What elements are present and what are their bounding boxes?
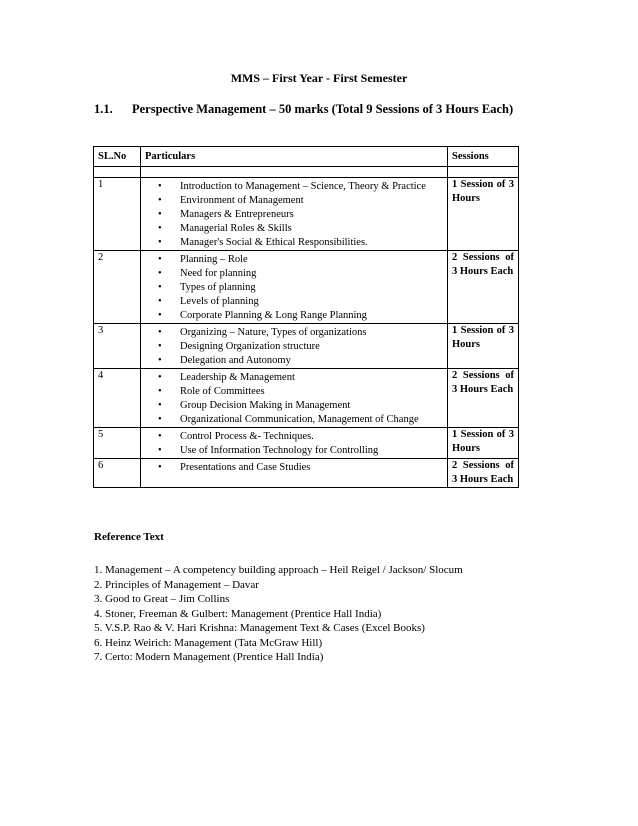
topic-item: • Managers & Entrepreneurs bbox=[145, 208, 443, 222]
topic-item: • Introduction to Management – Science, Theory & Practice bbox=[145, 180, 443, 194]
row-particulars bbox=[141, 324, 448, 369]
table-row bbox=[94, 251, 519, 324]
topic-list bbox=[145, 459, 443, 475]
topic-item: • Levels of planning bbox=[145, 295, 443, 309]
row-sno: 1 bbox=[94, 178, 141, 251]
section-heading bbox=[94, 101, 534, 118]
topic-item: • Types of planning bbox=[145, 281, 443, 295]
header-sessions: Sessions bbox=[448, 147, 519, 167]
topic-list bbox=[145, 428, 443, 458]
reference-list bbox=[94, 563, 554, 665]
topic-item: • Organizational Communication, Management of Change bbox=[145, 413, 443, 427]
topic-item: • Organizing – Nature, Types of organizations bbox=[145, 326, 443, 340]
table-spacer-row bbox=[94, 167, 519, 178]
row-sessions: 1 Session of 3 Hours bbox=[448, 324, 519, 369]
header-particulars: Particulars bbox=[141, 147, 448, 167]
section-number: 1.1. bbox=[94, 102, 113, 116]
topic-item: • Group Decision Making in Management bbox=[145, 399, 443, 413]
topic-list bbox=[145, 369, 443, 427]
reference-item: 4. Stoner, Freeman & Gulbert: Management (Prentice Hall India) bbox=[94, 607, 382, 620]
topic-list bbox=[145, 178, 443, 250]
row-sessions: 2 Sessions of 3 Hours Each bbox=[448, 459, 519, 488]
topic-item: • Managerial Roles & Skills bbox=[145, 222, 443, 236]
row-particulars bbox=[141, 428, 448, 459]
topic-item: • Manager's Social & Ethical Responsibilities. bbox=[145, 236, 443, 250]
row-sno: 5 bbox=[94, 428, 141, 459]
topic-item: • Corporate Planning & Long Range Planning bbox=[145, 309, 443, 323]
reference-item: 7. Certo: Modern Management (Prentice Hall India) bbox=[94, 651, 324, 663]
row-sessions: 2 Sessions of 3 Hours Each bbox=[448, 369, 519, 428]
row-sno: 6 bbox=[94, 459, 141, 488]
table-header-row bbox=[94, 147, 519, 167]
topic-item: • Presentations and Case Studies bbox=[145, 461, 443, 475]
reference-item: 3. Good to Great – Jim Collins bbox=[94, 593, 230, 605]
topic-item: • Need for planning bbox=[145, 267, 443, 281]
topic-item: • Control Process &- Techniques. bbox=[145, 430, 443, 444]
topic-item: • Environment of Management bbox=[145, 194, 443, 208]
table-row bbox=[94, 178, 519, 251]
topic-item: • Delegation and Autonomy bbox=[145, 354, 443, 368]
section-title: Perspective Management – 50 marks (Total 9 Sessions of 3 Hours Each) bbox=[132, 102, 514, 116]
row-particulars bbox=[141, 369, 448, 428]
row-particulars bbox=[141, 178, 448, 251]
reference-item: 6. Heinz Weirich: Management (Tata McGraw Hill) bbox=[94, 636, 323, 649]
reference-item: 5. V.S.P. Rao & V. Hari Krishna: Management Text & Cases (Excel Books) bbox=[94, 622, 425, 634]
row-particulars bbox=[141, 251, 448, 324]
reference-heading: Reference Text bbox=[94, 531, 164, 543]
syllabus-table bbox=[93, 146, 519, 488]
topic-list bbox=[145, 324, 443, 368]
reference-item: 1. Management – A competency building approach – Heil Reigel / Jackson/ Slocum bbox=[94, 564, 463, 576]
row-particulars bbox=[141, 459, 448, 488]
table-row bbox=[94, 324, 519, 369]
row-sno: 4 bbox=[94, 369, 141, 428]
table-row bbox=[94, 428, 519, 459]
header-sno: SL.No bbox=[94, 147, 141, 167]
row-sno: 3 bbox=[94, 324, 141, 369]
topic-item: • Role of Committees bbox=[145, 385, 443, 399]
spacer-cell bbox=[141, 167, 448, 178]
table-body bbox=[94, 167, 519, 488]
reference-item: 2. Principles of Management – Davar bbox=[94, 578, 259, 591]
topic-list bbox=[145, 251, 443, 323]
topic-item: • Planning – Role bbox=[145, 253, 443, 267]
spacer-cell bbox=[94, 167, 141, 178]
page-title: MMS – First Year - First Semester bbox=[230, 71, 408, 85]
table-row bbox=[94, 459, 519, 488]
row-sessions: 1 Session of 3 Hours bbox=[448, 428, 519, 459]
table-row bbox=[94, 369, 519, 428]
row-sno: 2 bbox=[94, 251, 141, 324]
topic-item: • Use of Information Technology for Controlling bbox=[145, 444, 443, 458]
row-sessions: 2 Sessions of 3 Hours Each bbox=[448, 251, 519, 324]
topic-item: • Leadership & Management bbox=[145, 371, 443, 385]
row-sessions: 1 Session of 3 Hours bbox=[448, 178, 519, 251]
spacer-cell bbox=[448, 167, 519, 178]
topic-item: • Designing Organization structure bbox=[145, 340, 443, 354]
